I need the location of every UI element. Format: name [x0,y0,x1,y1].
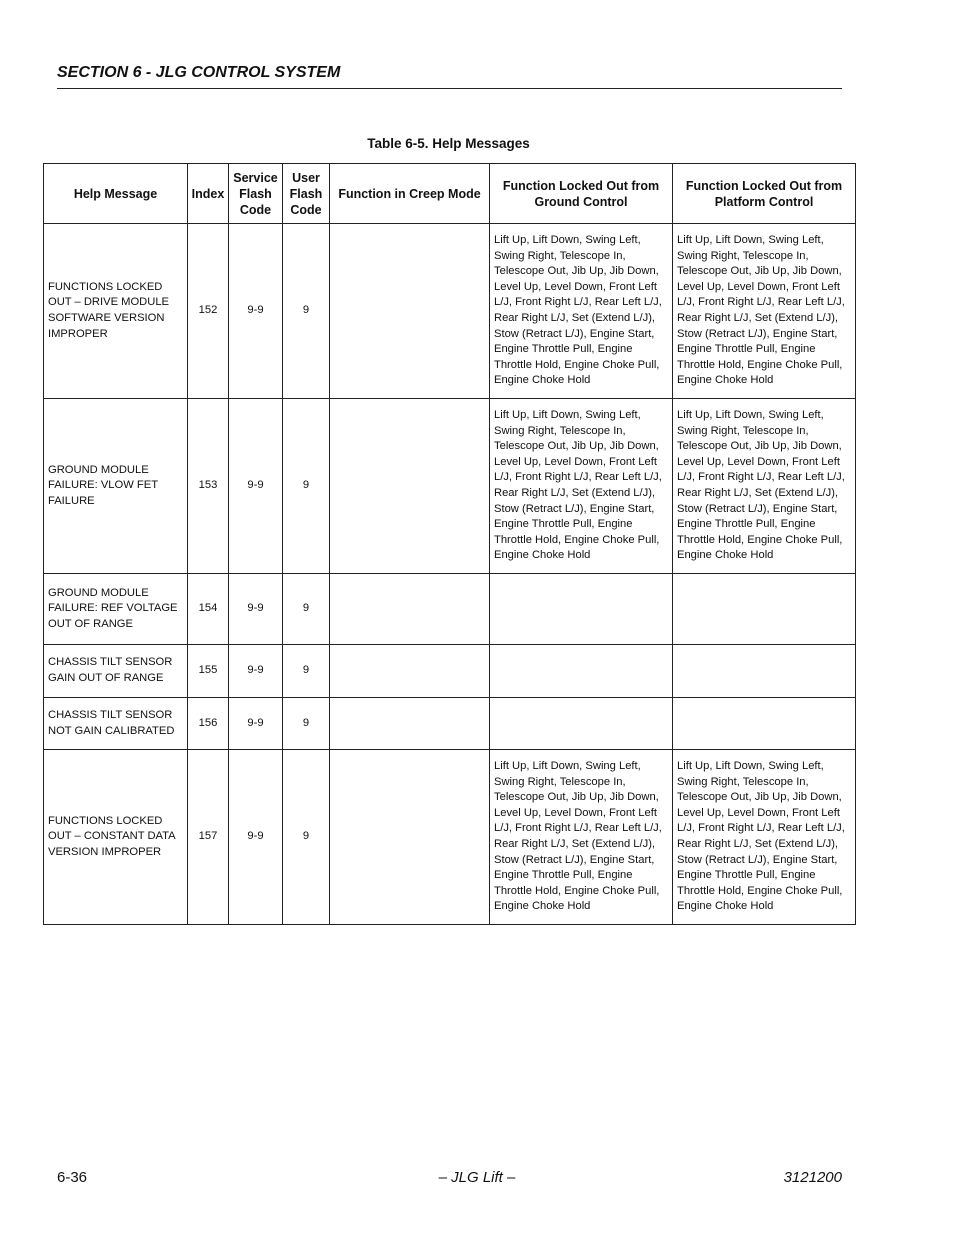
user-flash-code-cell: 9 [283,399,330,574]
column-header-creep-mode: Function in Creep Mode [330,164,490,224]
platform-lockout-cell: Lift Up, Lift Down, Swing Left, Swing Right, Telescope In, Telescope Out, Jib Up, Jib Down, Level Up, Level Down, Front Left L/J, Front Right L/J, Rear Left L/J, Rear Right L/J, Set (Extend L/J), Stow (Retract L/J), Engine Start, Engine Throttle Pull, Engine Throttle Hold, Engine Choke Pull, Engine Choke Hold [673,224,856,399]
help-message-cell: CHASSIS TILT SENSOR NOT GAIN CALIBRATED [44,698,188,750]
column-header-index: Index [188,164,229,224]
help-message-cell: CHASSIS TILT SENSOR GAIN OUT OF RANGE [44,645,188,698]
creep-mode-cell [330,574,490,645]
index-cell: 153 [188,399,229,574]
index-cell: 156 [188,698,229,750]
creep-mode-cell [330,698,490,750]
ground-lockout-cell: Lift Up, Lift Down, Swing Left, Swing Right, Telescope In, Telescope Out, Jib Up, Jib Down, Level Up, Level Down, Front Left L/J, Front Right L/J, Rear Left L/J, Rear Right L/J, Set (Extend L/J), Stow (Retract L/J), Engine Start, Engine Throttle Pull, Engine Throttle Hold, Engine Choke Pull, Engine Choke Hold [490,399,673,574]
index-cell: 152 [188,224,229,399]
ground-lockout-cell [490,645,673,698]
index-cell: 155 [188,645,229,698]
help-message-cell: FUNCTIONS LOCKED OUT – DRIVE MODULE SOFTWARE VERSION IMPROPER [44,224,188,399]
user-flash-code-cell: 9 [283,574,330,645]
document-number: 3121200 [783,1169,842,1186]
service-flash-code-cell: 9-9 [229,574,283,645]
ground-lockout-cell [490,698,673,750]
user-flash-code-cell: 9 [283,224,330,399]
creep-mode-cell [330,399,490,574]
platform-lockout-cell [673,645,856,698]
creep-mode-cell [330,750,490,925]
help-message-cell: GROUND MODULE FAILURE: REF VOLTAGE OUT OF RANGE [44,574,188,645]
table-row [44,698,856,750]
table-row [44,645,856,698]
column-header-ground-lockout: Function Locked Out from Ground Control [490,164,673,224]
table-row [44,574,856,645]
table-row [44,399,856,574]
platform-lockout-cell [673,574,856,645]
ground-lockout-cell: Lift Up, Lift Down, Swing Left, Swing Right, Telescope In, Telescope Out, Jib Up, Jib Down, Level Up, Level Down, Front Left L/J, Front Right L/J, Rear Left L/J, Rear Right L/J, Set (Extend L/J), Stow (Retract L/J), Engine Start, Engine Throttle Pull, Engine Throttle Hold, Engine Choke Pull, Engine Choke Hold [490,750,673,925]
user-flash-code-cell: 9 [283,698,330,750]
platform-lockout-cell [673,698,856,750]
platform-lockout-cell: Lift Up, Lift Down, Swing Left, Swing Right, Telescope In, Telescope Out, Jib Up, Jib Down, Level Up, Level Down, Front Left L/J, Front Right L/J, Rear Left L/J, Rear Right L/J, Set (Extend L/J), Stow (Retract L/J), Engine Start, Engine Throttle Pull, Engine Throttle Hold, Engine Choke Pull, Engine Choke Hold [673,750,856,925]
creep-mode-cell [330,224,490,399]
creep-mode-cell [330,645,490,698]
platform-lockout-cell: Lift Up, Lift Down, Swing Left, Swing Right, Telescope In, Telescope Out, Jib Up, Jib Down, Level Up, Level Down, Front Left L/J, Front Right L/J, Rear Left L/J, Rear Right L/J, Set (Extend L/J), Stow (Retract L/J), Engine Start, Engine Throttle Pull, Engine Throttle Hold, Engine Choke Pull, Engine Choke Hold [673,399,856,574]
table-header-row [44,164,856,224]
column-header-service-flash-code: Service Flash Code [229,164,283,224]
page-number: 6-36 [57,1169,88,1186]
service-flash-code-cell: 9-9 [229,645,283,698]
service-flash-code-cell: 9-9 [229,750,283,925]
index-cell: 157 [188,750,229,925]
column-header-platform-lockout: Function Locked Out from Platform Control [673,164,856,224]
table-title: Table 6-5. Help Messages [367,136,530,151]
user-flash-code-cell: 9 [283,750,330,925]
section-header: SECTION 6 - JLG CONTROL SYSTEM [57,64,842,89]
table-row [44,224,856,399]
service-flash-code-cell: 9-9 [229,224,283,399]
ground-lockout-cell: Lift Up, Lift Down, Swing Left, Swing Right, Telescope In, Telescope Out, Jib Up, Jib Down, Level Up, Level Down, Front Left L/J, Front Right L/J, Rear Left L/J, Rear Right L/J, Set (Extend L/J), Stow (Retract L/J), Engine Start, Engine Throttle Pull, Engine Throttle Hold, Engine Choke Pull, Engine Choke Hold [490,224,673,399]
help-messages-table [43,163,856,925]
user-flash-code-cell: 9 [283,645,330,698]
service-flash-code-cell: 9-9 [229,399,283,574]
index-cell: 154 [188,574,229,645]
help-message-cell: FUNCTIONS LOCKED OUT – CONSTANT DATA VERSION IMPROPER [44,750,188,925]
ground-lockout-cell [490,574,673,645]
footer-center-title: – JLG Lift – [438,1169,516,1186]
column-header-help-message: Help Message [44,164,188,224]
column-header-user-flash-code: User Flash Code [283,164,330,224]
help-message-cell: GROUND MODULE FAILURE: VLOW FET FAILURE [44,399,188,574]
service-flash-code-cell: 9-9 [229,698,283,750]
table-row [44,750,856,925]
